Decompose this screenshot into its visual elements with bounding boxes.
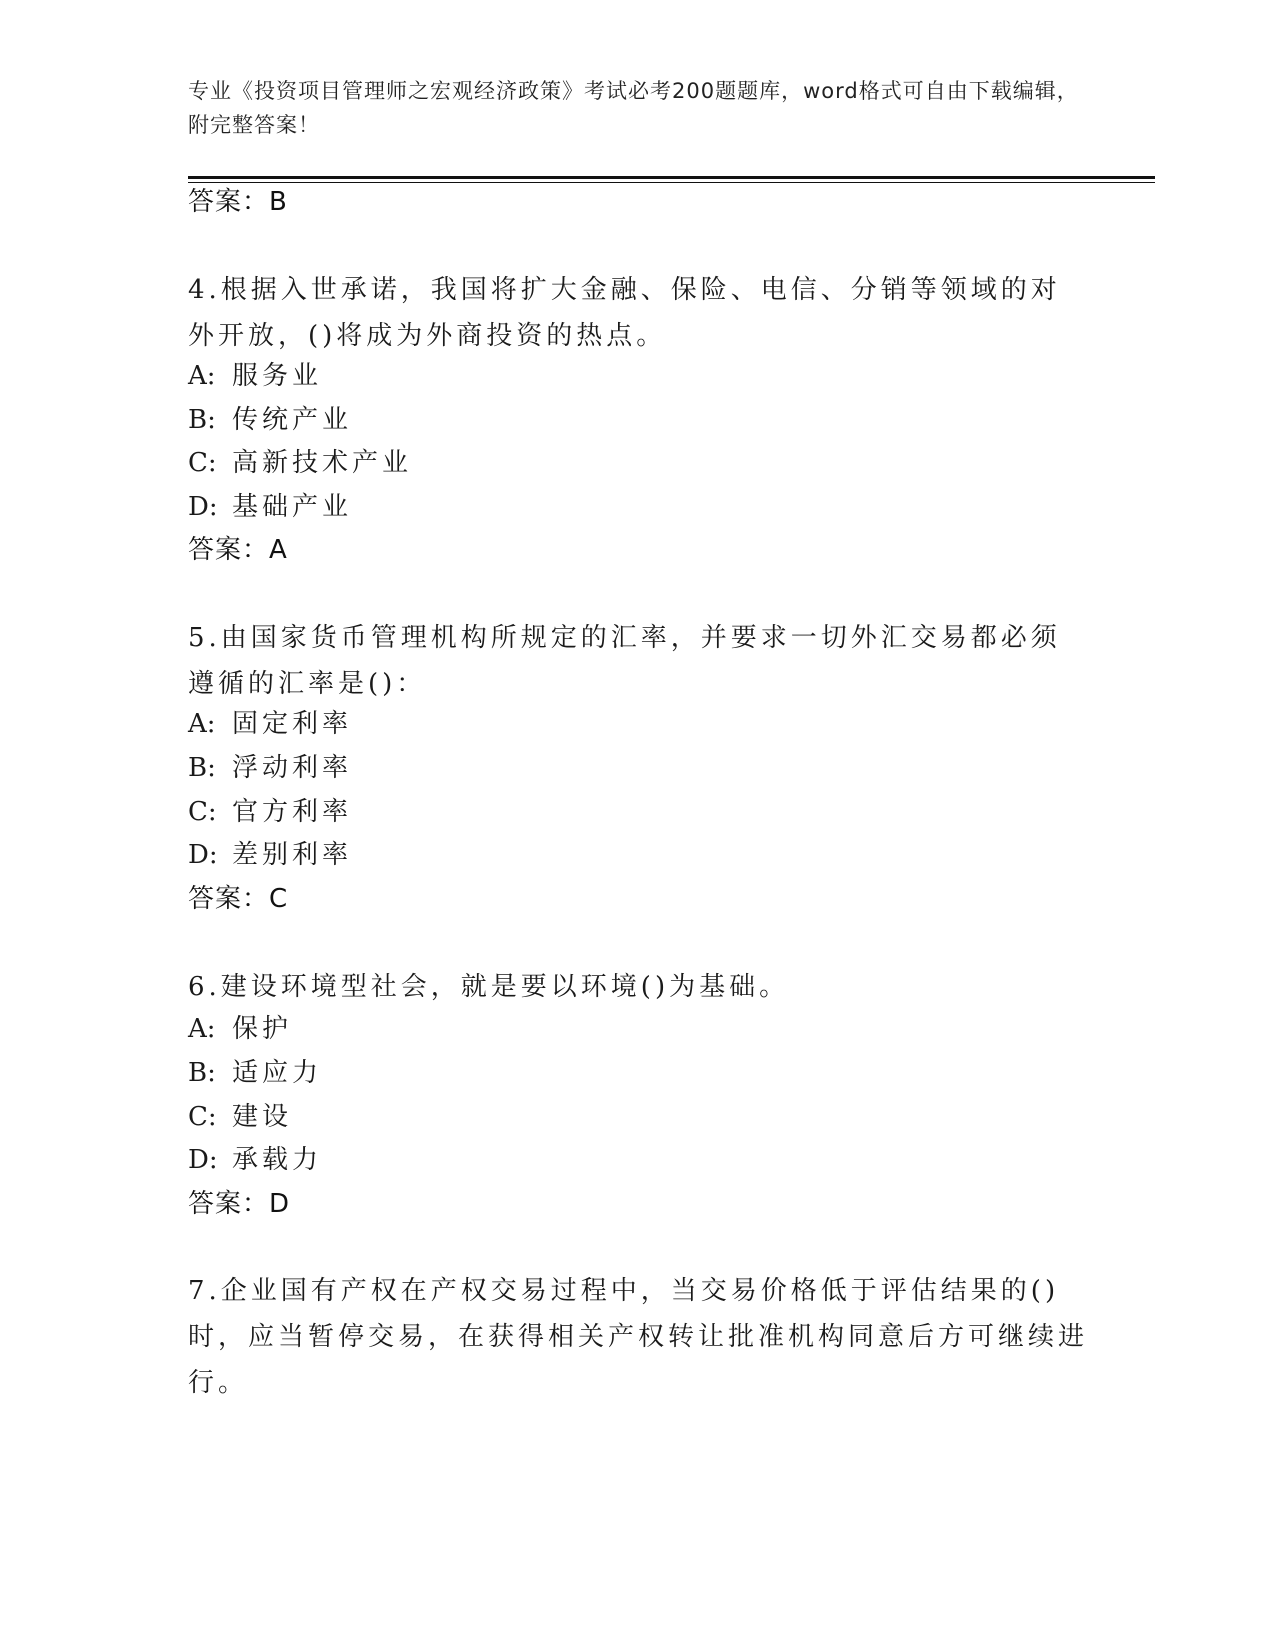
- option-text: 建设: [232, 1102, 293, 1132]
- option-text: 承载力: [232, 1145, 323, 1175]
- option-letter: A:: [188, 361, 216, 391]
- answer-6: 答案：D: [188, 1189, 291, 1219]
- question-5-option-d: [188, 838, 352, 872]
- option-letter: B:: [188, 405, 216, 435]
- question-6-option-d: [188, 1143, 322, 1177]
- question-4-option-c: [188, 446, 412, 480]
- option-text: 高新技术产业: [232, 448, 413, 478]
- document-header: 专业《投资项目管理师之宏观经济政策》考试必考200题题库，word格式可自由下载编辑，附完整答案！: [188, 79, 1079, 137]
- question-5-option-a: [188, 707, 352, 741]
- question-5-option-b: [188, 751, 352, 785]
- option-text: 差别利率: [232, 840, 353, 870]
- option-text: 基础产业: [232, 492, 353, 522]
- question-7: 7.企业国有产权在产权交易过程中，当交易价格低于评估结果的()时，应当暂停交易，在获得相关产权转让批准机构同意后方可继续进行。: [188, 1276, 1089, 1398]
- option-text: 保护: [232, 1014, 293, 1044]
- option-text: 浮动利率: [232, 753, 353, 783]
- option-letter: C:: [188, 1102, 217, 1132]
- option-letter: C:: [188, 448, 217, 478]
- answer-3: 答案：B: [188, 187, 288, 217]
- option-letter: B:: [188, 1058, 216, 1088]
- option-text: 适应力: [232, 1058, 323, 1088]
- option-text: 传统产业: [232, 405, 353, 435]
- header-divider-thin: [188, 182, 1155, 183]
- header-divider: [188, 176, 1155, 179]
- option-letter: A:: [188, 1014, 216, 1044]
- question-4-option-b: [188, 403, 352, 437]
- option-letter: B:: [188, 753, 216, 783]
- question-4: 4.根据入世承诺，我国将扩大金融、保险、电信、分销等领域的对外开放，()将成为外商投资的热点。: [188, 275, 1061, 351]
- option-text: 官方利率: [232, 797, 353, 827]
- option-text: 固定利率: [232, 709, 353, 739]
- question-4-option-d: [188, 490, 352, 524]
- option-letter: C:: [188, 797, 217, 827]
- question-6-option-b: [188, 1056, 322, 1090]
- option-letter: A:: [188, 709, 216, 739]
- option-letter: D:: [188, 840, 218, 870]
- question-4-option-a: [188, 359, 322, 393]
- question-6-option-a: [188, 1012, 292, 1046]
- option-text: 服务业: [232, 361, 323, 391]
- option-letter: D:: [188, 1145, 218, 1175]
- answer-4: 答案：A: [188, 535, 288, 565]
- answer-5: 答案：C: [188, 884, 289, 914]
- question-5-option-c: [188, 795, 352, 829]
- option-letter: D:: [188, 492, 218, 522]
- question-6-option-c: [188, 1100, 292, 1134]
- question-5: 5.由国家货币管理机构所规定的汇率，并要求一切外汇交易都必须遵循的汇率是()：: [188, 623, 1061, 699]
- question-6: 6.建设环境型社会，就是要以环境()为基础。: [188, 972, 790, 1002]
